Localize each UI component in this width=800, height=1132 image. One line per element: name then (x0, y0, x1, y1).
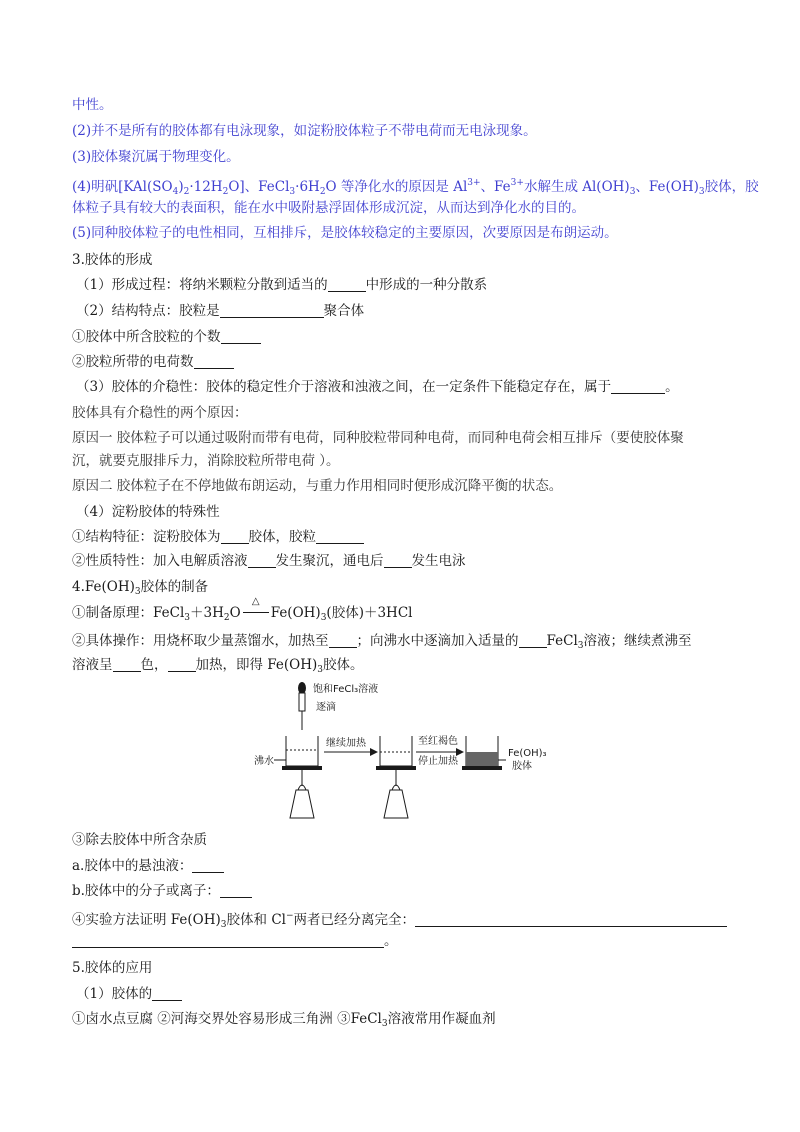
blank[interactable] (220, 303, 324, 318)
text-line: ①制备原理：$FeCl_3+3H_2O$ △ $Fe(OH)_3$(胶体)＋3HCl (72, 596, 413, 623)
section-heading: 3.胶体的形成 (72, 252, 153, 268)
text-line: (4)明矾$[KAl(SO_4)_2\cdot 12H_2O]$、$FeCl_3\cdot 6H_2O$ 等净化水的原因是 $Al^{3+}$、$Fe^{3+}$水解生成 $Al(OH)_3$、$Fe(OH)_3$胶体，胶 (72, 178, 759, 197)
blank[interactable] (611, 379, 665, 394)
apparatus-diagram (250, 678, 550, 828)
burner-icon (290, 770, 314, 818)
text-line: b.胶体中的分子或离子： (72, 881, 252, 901)
text-line: 体粒子具有较大的表面积，能在水中吸附悬浮固体形成沉淀，从而达到净化水的目的。 (72, 200, 585, 216)
blank[interactable] (221, 329, 261, 344)
text-line: ①胶体中所含胶粒的个数 (72, 327, 261, 347)
section-heading: $4.Fe(OH)_3$胶体的制备 (72, 579, 209, 597)
blank[interactable] (248, 553, 276, 568)
text-line: （4）淀粉胶体的特殊性 (76, 504, 220, 520)
blank[interactable] (194, 354, 234, 369)
blank[interactable] (415, 912, 727, 927)
beaker-icon (282, 736, 322, 770)
blank[interactable] (192, 858, 224, 873)
beaker-icon (376, 736, 416, 770)
text-line: ③除去胶体中所含杂质 (72, 832, 207, 848)
blank[interactable] (152, 986, 182, 1001)
text-line: 原因一 胶体粒子可以通过吸附而带有电荷，同种胶粒带同种电荷，而同种电荷会相互排斥（要使胶体聚 (72, 430, 684, 446)
beaker-icon (462, 736, 502, 770)
text-line: (5)同种胶体粒子的电性相同，互相排斥，是胶体较稳定的主要原因，次要原因是布朗运动。 (72, 225, 618, 241)
blank[interactable] (328, 277, 366, 292)
reaction-arrow: △ (241, 603, 271, 623)
text-line: ①卤水点豆腐 ②河海交界处容易形成三角洲 ③FeCl$_3$溶液常用作凝血剂 (72, 1011, 496, 1029)
continue-heat-label: 继续加热 (326, 738, 366, 749)
burner-icon (384, 770, 408, 818)
blank[interactable] (168, 657, 196, 672)
blank[interactable] (316, 529, 364, 544)
text-line: a.胶体中的悬浊液： (72, 856, 224, 876)
text-line: （2）结构特点：胶粒是 聚合体 (76, 303, 365, 319)
text-line: （1）形成过程：将纳米颗粒分散到适当的 中形成的一种分散系 (76, 277, 488, 293)
section-heading: 5.胶体的应用 (72, 960, 153, 976)
stop-heat-label: 停止加热 (418, 756, 458, 767)
text-line: 。 (72, 931, 398, 951)
text-line: ②具体操作：用烧杯取少量蒸馏水，加热至 ；向沸水中逐滴加入适量的 FeCl$_3$溶液；继续煮沸至 (72, 633, 692, 651)
text-line: 胶体具有介稳性的两个原因： (72, 405, 248, 421)
text-line: 原因二 胶体粒子在不停地做布朗运动，与重力作用相同时便形成沉降平衡的状态。 (72, 478, 563, 494)
text-line: ①结构特征：淀粉胶体为 胶体，胶粒 (72, 527, 364, 547)
blank[interactable] (329, 633, 357, 648)
boiling-water-label: 沸水 (254, 756, 274, 767)
text-line: ④实验方法证明 $Fe(OH)_3$胶体和 Cl−两者已经分离完全： (72, 906, 727, 935)
blank[interactable] (113, 657, 141, 672)
blank[interactable] (72, 933, 384, 948)
blank[interactable] (519, 633, 547, 648)
text-line: ②性质特性：加入电解质溶液 发生聚沉，通电后 发生电泳 (72, 553, 466, 569)
dropper-icon (298, 682, 306, 730)
product-formula-label: Fe(OH)₃ (508, 748, 547, 759)
blank[interactable] (384, 553, 412, 568)
text-line: (3)胶体聚沉属于物理变化。 (72, 149, 240, 165)
reagent-label: 饱和FeCl₃溶液 (313, 684, 379, 695)
dropwise-label: 逐滴 (316, 702, 336, 713)
text-line: 溶液呈 色， 加热，即得 $Fe(OH)_3$胶体。 (72, 657, 364, 675)
product-name-label: 胶体 (512, 761, 532, 772)
text-line: （1）胶体的 (76, 984, 182, 1004)
red-brown-label: 至红褐色 (418, 736, 458, 747)
text-line: 沉，就要克服排斥力，消除胶粒所带电荷 ）。 (72, 453, 340, 469)
blank[interactable] (221, 529, 249, 544)
text-line: ②胶粒所带的电荷数 (72, 352, 234, 372)
text-line: （3）胶体的介稳性：胶体的稳定性介于溶液和浊液之间，在一定条件下能稳定存在，属于 。 (76, 379, 679, 395)
blank[interactable] (220, 883, 252, 898)
text-line: (2)并不是所有的胶体都有电泳现象，如淀粉胶体粒子不带电荷而无电泳现象。 (72, 123, 537, 139)
text-line: 中性。 (72, 97, 113, 113)
